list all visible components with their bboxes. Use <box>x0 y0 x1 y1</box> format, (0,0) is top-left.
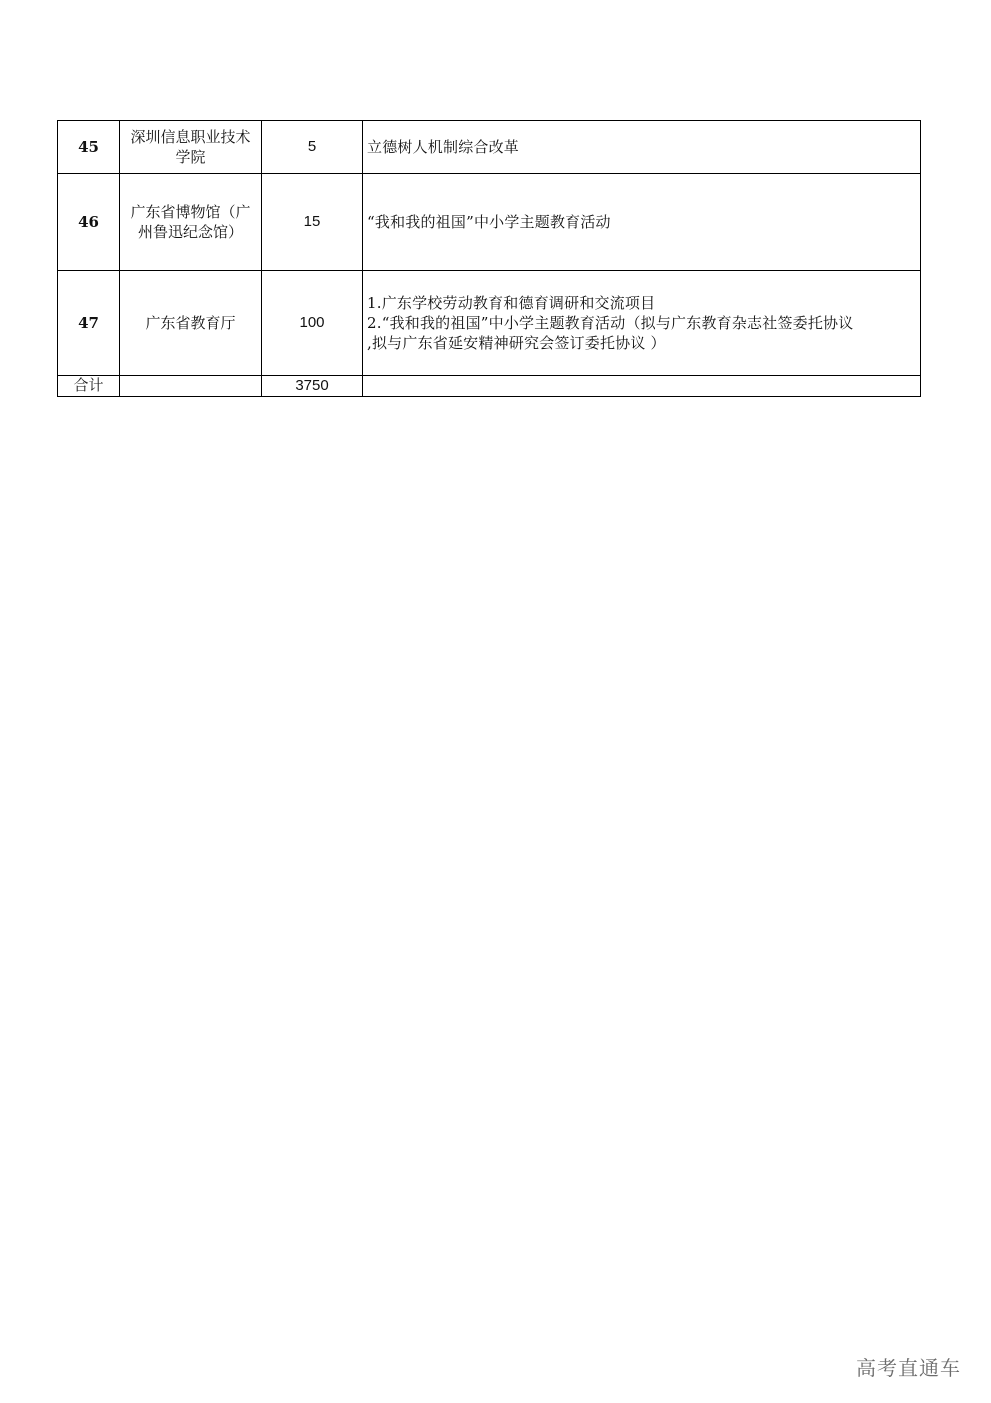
row-number: 46 <box>58 174 120 271</box>
row-number: 45 <box>58 121 120 174</box>
table-row <box>58 174 921 271</box>
project-line: 立德树人机制综合改革 <box>367 138 520 156</box>
empty-cell <box>363 376 921 397</box>
unit-name: 广东省教育厅 <box>120 271 262 376</box>
total-amount: 3750 <box>262 376 363 397</box>
project-line: 2.“我和我的祖国”中小学主题教育活动（拟与广东教育杂志社签委托协议 <box>367 314 854 332</box>
project-line: ,拟与广东省延安精神研究会签订委托协议 ） <box>367 334 666 352</box>
table-row <box>58 271 921 376</box>
unit-name: 深圳信息职业技术学院 <box>120 121 262 174</box>
total-label: 合计 <box>58 376 120 397</box>
total-row <box>58 376 921 397</box>
project-cell <box>363 174 921 271</box>
unit-name: 广东省博物馆（广州鲁迅纪念馆） <box>120 174 262 271</box>
row-number: 47 <box>58 271 120 376</box>
amount-cell: 5 <box>262 121 363 174</box>
project-line: 1.广东学校劳动教育和德育调研和交流项目 <box>367 294 656 312</box>
project-cell <box>363 121 921 174</box>
table-row <box>58 121 921 174</box>
amount-cell: 100 <box>262 271 363 376</box>
empty-cell <box>120 376 262 397</box>
funding-table <box>57 120 921 397</box>
project-cell <box>363 271 921 376</box>
amount-cell: 15 <box>262 174 363 271</box>
project-line: “我和我的祖国”中小学主题教育活动 <box>367 213 611 231</box>
watermark: 高考直通车 <box>856 1356 961 1380</box>
